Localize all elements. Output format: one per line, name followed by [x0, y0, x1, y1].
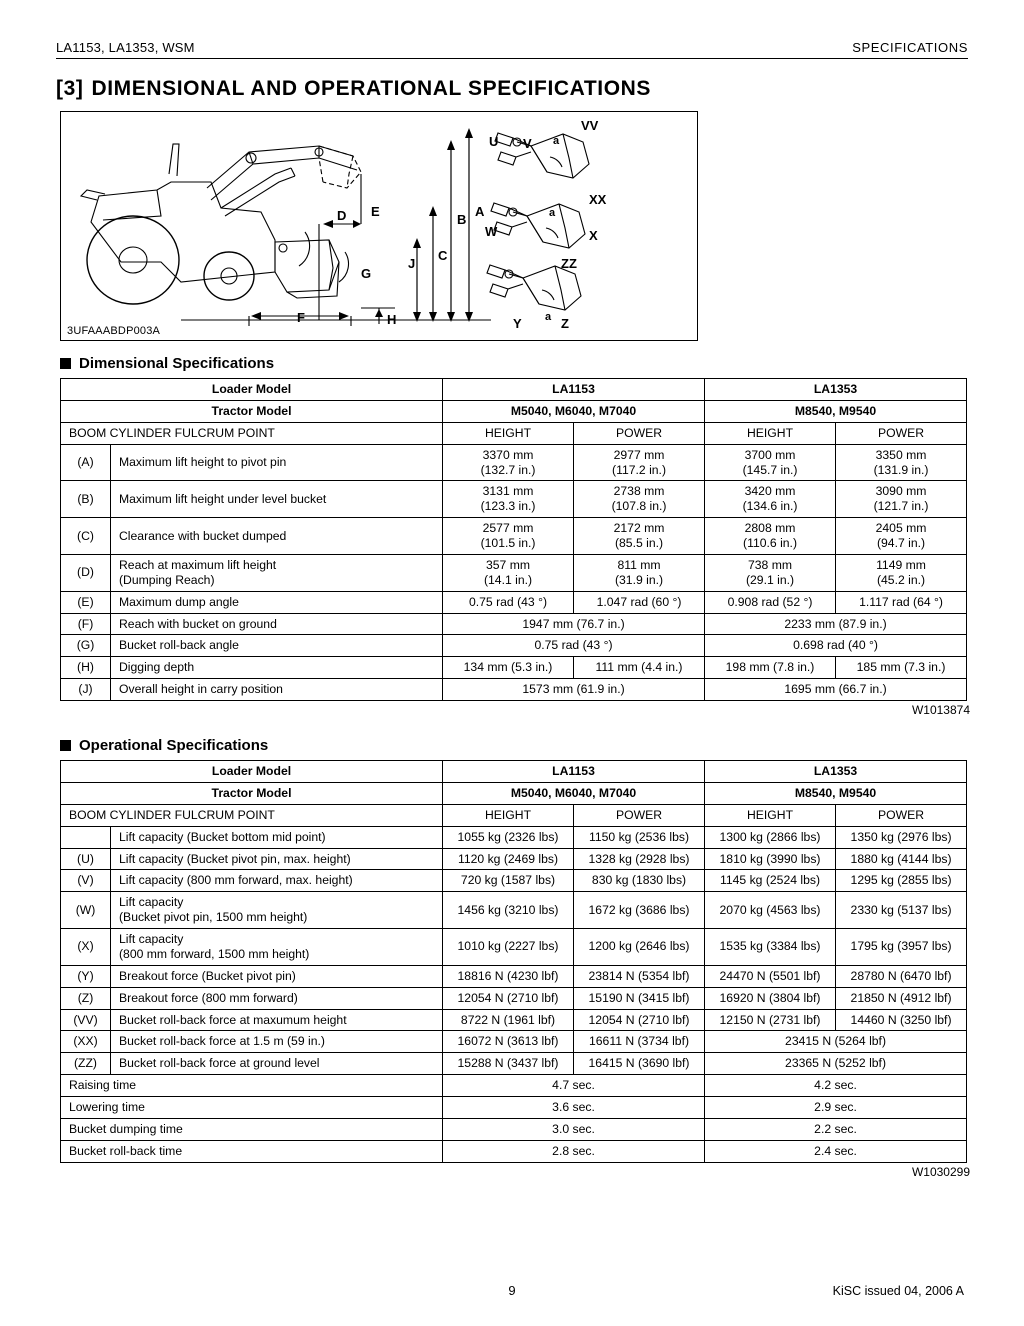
table-row [61, 554, 967, 591]
row-description: Bucket roll-back force at ground level [111, 1053, 443, 1075]
operational-doc-code: W1030299 [911, 1164, 970, 1179]
svg-text:E: E [371, 204, 380, 219]
row-value: 1300 kg (2866 lbs) [705, 826, 836, 848]
row-value: 1055 kg (2326 lbs) [443, 826, 574, 848]
row-value [705, 481, 836, 518]
value-main: 2405 mm [875, 521, 927, 536]
value-inch: (29.1 in.) [745, 572, 795, 587]
row-description: Bucket roll-back time [61, 1140, 443, 1162]
row-value [443, 481, 574, 518]
page-number: 9 [508, 1283, 516, 1298]
row-description: Lift capacity (800 mm forward, max. height) [111, 870, 443, 892]
row-description [111, 929, 443, 966]
value-inch: (132.7 in.) [480, 462, 536, 477]
row-label: (C) [61, 518, 111, 555]
tractor-model-label: Tractor Model [61, 782, 443, 804]
row-description: Maximum lift height to pivot pin [111, 444, 443, 481]
value-inch: (14.1 in.) [483, 572, 533, 587]
row-label: (Z) [61, 987, 111, 1009]
value-inch: (131.9 in.) [873, 462, 929, 477]
row-description: Breakout force (800 mm forward) [111, 987, 443, 1009]
row-description: Raising time [61, 1075, 443, 1097]
row-value: 1120 kg (2469 lbs) [443, 848, 574, 870]
row-value: 0.75 rad (43 °) [443, 591, 574, 613]
page-header [56, 0, 968, 59]
col-power-1: POWER [574, 422, 705, 444]
row-value: 134 mm (5.3 in.) [443, 657, 574, 679]
row-value: 198 mm (7.8 in.) [705, 657, 836, 679]
row-value [705, 554, 836, 591]
svg-text:ZZ: ZZ [561, 256, 577, 271]
dimensional-specs-heading [60, 355, 968, 372]
row-description [111, 892, 443, 929]
loader-model-2: LA1353 [705, 761, 967, 783]
svg-text:G: G [361, 266, 372, 281]
svg-text:Y: Y [513, 316, 522, 331]
row-value: 1535 kg (3384 lbs) [705, 929, 836, 966]
col-height-1: HEIGHT [443, 422, 574, 444]
svg-text:D: D [337, 208, 347, 223]
row-value [705, 444, 836, 481]
row-value: 1573 mm (61.9 in.) [443, 679, 705, 701]
loader-model-2: LA1353 [705, 379, 967, 401]
row-value: 830 kg (1830 lbs) [574, 870, 705, 892]
value-inch: (107.8 in.) [611, 499, 667, 514]
loader-model-label: Loader Model [61, 379, 443, 401]
value-inch: (85.5 in.) [614, 536, 664, 550]
row-value [574, 554, 705, 591]
row-value [574, 481, 705, 518]
table-row [61, 892, 967, 929]
row-label: (G) [61, 635, 111, 657]
operational-specifications-table [60, 760, 967, 1163]
row-value: 18816 N (4230 lbf) [443, 965, 574, 987]
row-label: (A) [61, 444, 111, 481]
desc-line1: Reach at maximum lift height [119, 557, 277, 572]
row-description: Lowering time [61, 1097, 443, 1119]
row-value: 1145 kg (2524 lbs) [705, 870, 836, 892]
value-main: 3420 mm [744, 484, 796, 499]
desc-line2: (Bucket pivot pin, 1500 mm height) [119, 910, 308, 925]
row-value: 15190 N (3415 lbf) [574, 987, 705, 1009]
value-main: 1149 mm [876, 557, 926, 572]
row-value [443, 444, 574, 481]
row-label: (XX) [61, 1031, 111, 1053]
row-value: 2.2 sec. [705, 1118, 967, 1140]
row-description: Maximum lift height under level bucket [111, 481, 443, 518]
row-value: 1795 kg (3957 lbs) [836, 929, 967, 966]
value-inch: (110.6 in.) [743, 536, 797, 550]
row-value: 1695 mm (66.7 in.) [705, 679, 967, 701]
issued-note: KiSC issued 04, 2006 A [832, 1284, 964, 1298]
svg-text:a: a [553, 135, 560, 147]
table-row [61, 1053, 967, 1075]
row-label: (V) [61, 870, 111, 892]
row-value: 1456 kg (3210 lbs) [443, 892, 574, 929]
table-row [61, 929, 967, 966]
row-value [836, 554, 967, 591]
tractor-model-1: M5040, M6040, M7040 [443, 400, 705, 422]
svg-text:X: X [589, 228, 598, 243]
value-inch: (145.7 in.) [742, 462, 798, 477]
row-value: 3.6 sec. [443, 1097, 705, 1119]
table-row [61, 518, 967, 555]
row-label: (VV) [61, 1009, 111, 1031]
svg-text:H: H [387, 312, 397, 327]
row-label: (B) [61, 481, 111, 518]
row-label [61, 826, 111, 848]
value-inch: (117.2 in.) [612, 462, 666, 477]
row-description: Lift capacity (Bucket pivot pin, max. height) [111, 848, 443, 870]
row-value [443, 518, 574, 555]
table-row [61, 481, 967, 518]
row-description: Maximum dump angle [111, 591, 443, 613]
row-value: 12150 N (2731 lbf) [705, 1009, 836, 1031]
table-row [61, 444, 967, 481]
fulcrum-point-label: BOOM CYLINDER FULCRUM POINT [61, 422, 443, 444]
row-label: (ZZ) [61, 1053, 111, 1075]
section-number: [3] [56, 77, 84, 100]
value-main: 811 mm [617, 557, 661, 572]
row-value: 28780 N (6470 lbf) [836, 965, 967, 987]
square-bullet-icon [60, 740, 71, 751]
row-label: (H) [61, 657, 111, 679]
table-row [61, 965, 967, 987]
row-value: 4.2 sec. [705, 1075, 967, 1097]
header-left-text: LA1153, LA1353, WSM [56, 40, 195, 55]
row-value: 1200 kg (2646 lbs) [574, 929, 705, 966]
svg-text:VV: VV [581, 118, 599, 133]
row-value: 720 kg (1587 lbs) [443, 870, 574, 892]
figure-code: 3UFAAABDP003A [67, 325, 161, 337]
row-label: (E) [61, 591, 111, 613]
operational-specs-heading [60, 737, 968, 754]
table-row [61, 848, 967, 870]
square-bullet-icon [60, 358, 71, 369]
col-power-2: POWER [836, 804, 967, 826]
row-value: 0.75 rad (43 °) [443, 635, 705, 657]
col-power-2: POWER [836, 422, 967, 444]
row-value: 1.047 rad (60 °) [574, 591, 705, 613]
table-row [61, 635, 967, 657]
value-main: 2977 mm [613, 447, 665, 462]
table-row [61, 591, 967, 613]
value-main: 357 mm [486, 557, 531, 572]
row-value [836, 444, 967, 481]
value-main: 3131 mm [482, 484, 534, 499]
value-main: 2808 mm [744, 521, 796, 536]
svg-text:B: B [457, 212, 467, 227]
svg-text:Z: Z [561, 316, 569, 331]
row-value: 15288 N (3437 lbf) [443, 1053, 574, 1075]
row-value: 0.908 rad (52 °) [705, 591, 836, 613]
col-height-2: HEIGHT [705, 804, 836, 826]
row-value: 16611 N (3734 lbf) [574, 1031, 705, 1053]
row-label: (J) [61, 679, 111, 701]
col-power-1: POWER [574, 804, 705, 826]
row-value: 0.698 rad (40 °) [705, 635, 967, 657]
dimensional-code-wrap [60, 701, 970, 719]
desc-line2: (800 mm forward, 1500 mm height) [119, 946, 310, 961]
row-value: 4.7 sec. [443, 1075, 705, 1097]
table-row [61, 613, 967, 635]
dimensional-doc-code: W1013874 [911, 703, 970, 717]
loader-model-1: LA1153 [443, 379, 705, 401]
table-row [61, 422, 967, 444]
svg-text:W: W [485, 224, 498, 239]
section-title-text: DIMENSIONAL AND OPERATIONAL SPECIFICATIONS [91, 77, 652, 100]
svg-text:V: V [523, 136, 532, 151]
desc-line1: Lift capacity [119, 895, 184, 910]
svg-text:XX: XX [589, 192, 607, 207]
row-value: 1295 kg (2855 lbs) [836, 870, 967, 892]
tractor-model-1: M5040, M6040, M7040 [443, 782, 705, 804]
value-main: 3700 mm [744, 447, 796, 462]
row-label: (Y) [61, 965, 111, 987]
row-value: 12054 N (2710 lbf) [443, 987, 574, 1009]
row-value: 23814 N (5354 lbf) [574, 965, 705, 987]
table-row [61, 782, 967, 804]
operational-heading-text: Operational Specifications [79, 737, 269, 754]
svg-text:C: C [438, 248, 448, 263]
row-value: 1880 kg (4144 lbs) [836, 848, 967, 870]
table-row [61, 761, 967, 783]
svg-text:a: a [545, 311, 552, 323]
row-description: Bucket roll-back force at maxumum height [111, 1009, 443, 1031]
row-description [111, 554, 443, 591]
row-value [574, 444, 705, 481]
desc-line2: (Dumping Reach) [119, 572, 215, 587]
svg-text:a: a [549, 207, 556, 219]
row-label: (X) [61, 929, 111, 966]
dimensional-heading-text: Dimensional Specifications [79, 355, 275, 372]
row-description: Bucket dumping time [61, 1118, 443, 1140]
row-value: 14460 N (3250 lbf) [836, 1009, 967, 1031]
row-value: 1947 mm (76.7 in.) [443, 613, 705, 635]
svg-text:J: J [408, 256, 416, 271]
row-value: 23365 N (5252 lbf) [705, 1053, 967, 1075]
row-value: 111 mm (4.4 in.) [574, 657, 705, 679]
fulcrum-point-label: BOOM CYLINDER FULCRUM POINT [61, 804, 443, 826]
value-inch: (101.5 in.) [480, 536, 536, 550]
value-main: 2738 mm [613, 484, 665, 499]
row-value: 2233 mm (87.9 in.) [705, 613, 967, 635]
row-value: 16920 N (3804 lbf) [705, 987, 836, 1009]
table-row [61, 1075, 967, 1097]
loader-dimension-diagram [60, 111, 698, 341]
row-value: 1328 kg (2928 lbs) [574, 848, 705, 870]
table-row [61, 400, 967, 422]
tractor-model-2: M8540, M9540 [705, 782, 967, 804]
row-value: 12054 N (2710 lbf) [574, 1009, 705, 1031]
value-main: 738 mm [748, 557, 793, 572]
table-row [61, 1097, 967, 1119]
table-row [61, 870, 967, 892]
row-label: (D) [61, 554, 111, 591]
row-description: Bucket roll-back angle [111, 635, 443, 657]
row-value: 3.0 sec. [443, 1118, 705, 1140]
dimensional-specifications-table [60, 378, 967, 701]
col-height-2: HEIGHT [705, 422, 836, 444]
header-right-text: SPECIFICATIONS [852, 40, 968, 55]
row-value: 1150 kg (2536 lbs) [574, 826, 705, 848]
table-row [61, 679, 967, 701]
value-main: 3350 mm [875, 447, 927, 462]
row-value [443, 554, 574, 591]
table-row [61, 987, 967, 1009]
table-row [61, 1140, 967, 1162]
row-value: 23415 N (5264 lbf) [705, 1031, 967, 1053]
value-inch: (94.7 in.) [876, 536, 926, 550]
row-value: 1350 kg (2976 lbs) [836, 826, 967, 848]
row-description: Lift capacity (Bucket bottom mid point) [111, 826, 443, 848]
row-value: 2330 kg (5137 lbs) [836, 892, 967, 929]
value-inch: (121.7 in.) [873, 499, 929, 514]
row-value [836, 518, 967, 555]
page-title [56, 77, 968, 101]
row-value: 1672 kg (3686 lbs) [574, 892, 705, 929]
row-value: 2.9 sec. [705, 1097, 967, 1119]
row-value: 21850 N (4912 lbf) [836, 987, 967, 1009]
table-row [61, 657, 967, 679]
row-value: 2.4 sec. [705, 1140, 967, 1162]
table-row [61, 804, 967, 826]
svg-text:A: A [475, 204, 485, 219]
diagram-svg [61, 112, 697, 340]
row-value: 185 mm (7.3 in.) [836, 657, 967, 679]
table-row [61, 379, 967, 401]
row-value [574, 518, 705, 555]
value-main: 3370 mm [482, 447, 534, 462]
row-value: 1810 kg (3990 lbs) [705, 848, 836, 870]
svg-text:F: F [297, 310, 305, 325]
table-row [61, 1031, 967, 1053]
value-main: 2172 mm [613, 521, 665, 536]
row-value: 16415 N (3690 lbf) [574, 1053, 705, 1075]
row-value: 2070 kg (4563 lbs) [705, 892, 836, 929]
row-description: Overall height in carry position [111, 679, 443, 701]
row-label: (U) [61, 848, 111, 870]
row-value: 2.8 sec. [443, 1140, 705, 1162]
loader-model-label: Loader Model [61, 761, 443, 783]
row-description: Digging depth [111, 657, 443, 679]
value-inch: (123.3 in.) [480, 499, 536, 514]
value-main: 3090 mm [875, 484, 927, 499]
row-label: (W) [61, 892, 111, 929]
row-description: Breakout force (Bucket pivot pin) [111, 965, 443, 987]
value-main: 2577 mm [482, 521, 534, 536]
row-label: (F) [61, 613, 111, 635]
row-description: Bucket roll-back force at 1.5 m (59 in.) [111, 1031, 443, 1053]
table-row [61, 1009, 967, 1031]
svg-text:U: U [489, 134, 499, 149]
value-inch: (31.9 in.) [614, 572, 664, 587]
row-value [705, 518, 836, 555]
row-value [836, 481, 967, 518]
value-inch: (134.6 in.) [742, 499, 798, 514]
row-value: 1.117 rad (64 °) [836, 591, 967, 613]
loader-model-1: LA1153 [443, 761, 705, 783]
row-description: Reach with bucket on ground [111, 613, 443, 635]
table-row [61, 1118, 967, 1140]
value-inch: (45.2 in.) [876, 572, 926, 587]
col-height-1: HEIGHT [443, 804, 574, 826]
tractor-model-label: Tractor Model [61, 400, 443, 422]
operational-code-wrap [60, 1163, 970, 1181]
table-row [61, 826, 967, 848]
desc-line1: Lift capacity [119, 932, 184, 946]
row-value: 1010 kg (2227 lbs) [443, 929, 574, 966]
row-value: 8722 N (1961 lbf) [443, 1009, 574, 1031]
row-value: 24470 N (5501 lbf) [705, 965, 836, 987]
row-description: Clearance with bucket dumped [111, 518, 443, 555]
row-value: 16072 N (3613 lbf) [443, 1031, 574, 1053]
tractor-model-2: M8540, M9540 [705, 400, 967, 422]
